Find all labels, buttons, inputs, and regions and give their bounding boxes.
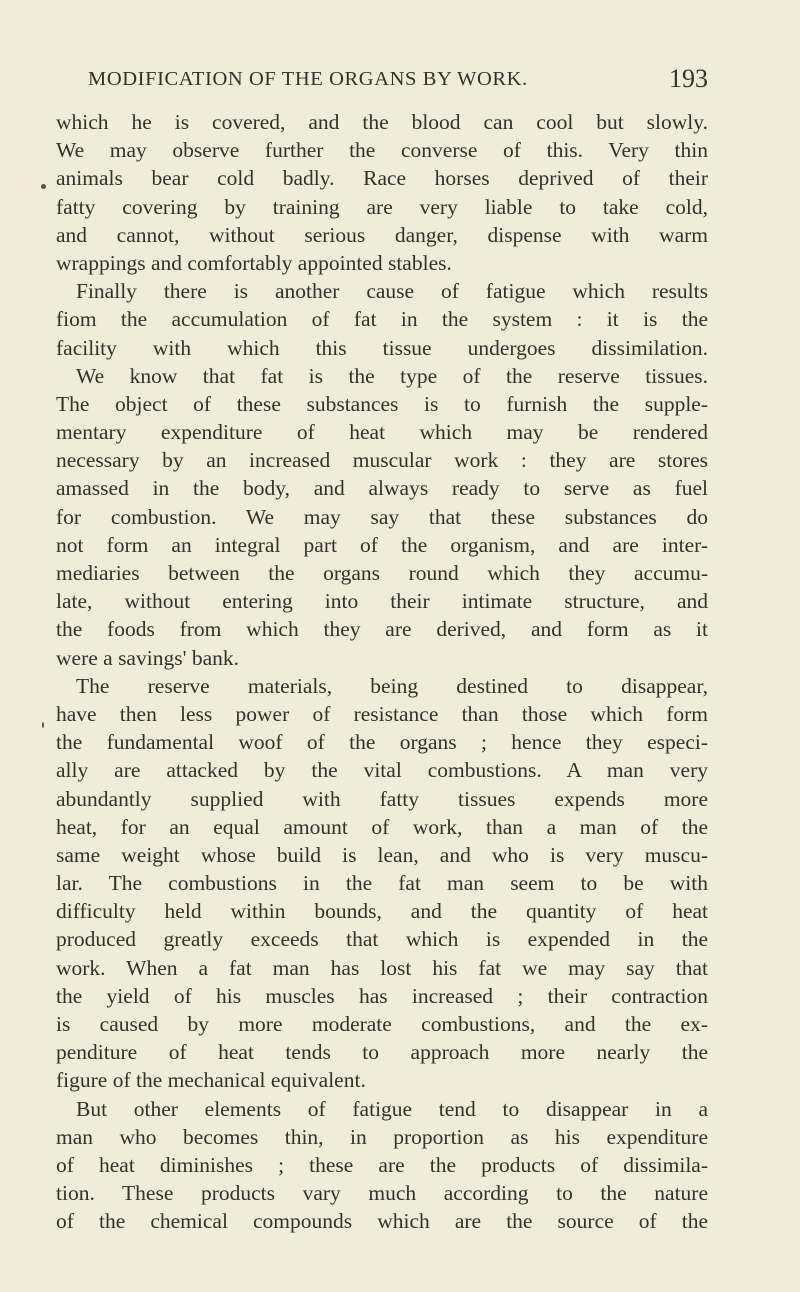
text-line: ally are attacked by the vital combustions. A man very xyxy=(56,758,708,783)
text-line: facility with which this tissue undergoes dissimilation. xyxy=(56,335,708,360)
text-line: penditure of heat tends to approach more nearly the xyxy=(56,1040,708,1065)
text-line: mentary expenditure of heat which may be rendered xyxy=(56,420,708,445)
text-line: We may observe further the converse of this. Very thin xyxy=(56,138,708,163)
running-title: MODIFICATION OF THE ORGANS BY WORK. xyxy=(88,68,528,90)
text-line: difficulty held within bounds, and the quantity of heat xyxy=(56,899,708,924)
paragraph-start-line: But other elements of fatigue tend to disappear in a xyxy=(76,1096,708,1121)
text-line: abundantly supplied with fatty tissues expends more xyxy=(56,786,708,811)
text-line: figure of the mechanical equivalent. xyxy=(56,1068,366,1093)
text-line: amassed in the body, and always ready to serve as fuel xyxy=(56,476,708,501)
paragraph-start-line: The reserve materials, being destined to disappear, xyxy=(76,673,708,698)
text-line: have then less power of resistance than those which form xyxy=(56,701,708,726)
text-line: lar. The combustions in the fat man seem to be with xyxy=(56,871,708,896)
body-text xyxy=(56,108,708,1236)
text-line: which he is covered, and the blood can cool but slowly. xyxy=(56,110,708,134)
text-line: of the chemical compounds which are the source of the xyxy=(56,1209,708,1234)
text-line: were a savings' bank. xyxy=(56,645,239,670)
text-line: is caused by more moderate combustions, and the ex- xyxy=(56,1012,708,1036)
running-head xyxy=(88,64,708,100)
text-line: for combustion. We may say that these substances do xyxy=(56,504,708,529)
text-line: of heat diminishes ; these are the products of dissimila- xyxy=(56,1152,708,1177)
text-line: fatty covering by training are very liable to take cold, xyxy=(56,194,708,219)
text-line: same weight whose build is lean, and who is very muscu- xyxy=(56,842,708,867)
text-line: produced greatly exceeds that which is expended in the xyxy=(56,927,708,952)
ink-speck xyxy=(42,722,44,728)
text-line: and cannot, without serious danger, dispense with warm xyxy=(56,222,708,247)
text-line: tion. These products vary much according to the nature xyxy=(56,1181,708,1206)
page-number: 193 xyxy=(669,64,708,93)
paragraph-start-line: Finally there is another cause of fatigue which results xyxy=(76,279,708,304)
text-line: fiom the accumulation of fat in the system : it is the xyxy=(56,307,708,332)
ink-speck xyxy=(41,184,46,189)
text-line: necessary by an increased muscular work : they are stores xyxy=(56,448,708,473)
text-line: wrappings and comfortably appointed stables. xyxy=(56,250,452,275)
text-line: the yield of his muscles has increased ; their contraction xyxy=(56,983,708,1008)
text-line: work. When a fat man has lost his fat we may say that xyxy=(56,955,708,980)
text-line: The object of these substances is to furnish the supple- xyxy=(56,391,708,416)
text-line: the fundamental woof of the organs ; hence they especi- xyxy=(56,730,708,755)
text-line: mediaries between the organs round which they accumu- xyxy=(56,561,708,585)
text-line: not form an integral part of the organism, and are inter- xyxy=(56,532,708,557)
text-line: the foods from which they are derived, and form as it xyxy=(56,617,708,642)
text-line: late, without entering into their intimate structure, and xyxy=(56,589,708,614)
text-line: animals bear cold badly. Race horses deprived of their xyxy=(56,166,708,191)
text-line: man who becomes thin, in proportion as his expenditure xyxy=(56,1124,708,1149)
text-line: heat, for an equal amount of work, than a man of the xyxy=(56,814,708,839)
text-line: We know that fat is the type of the reserve tissues. xyxy=(76,363,708,388)
